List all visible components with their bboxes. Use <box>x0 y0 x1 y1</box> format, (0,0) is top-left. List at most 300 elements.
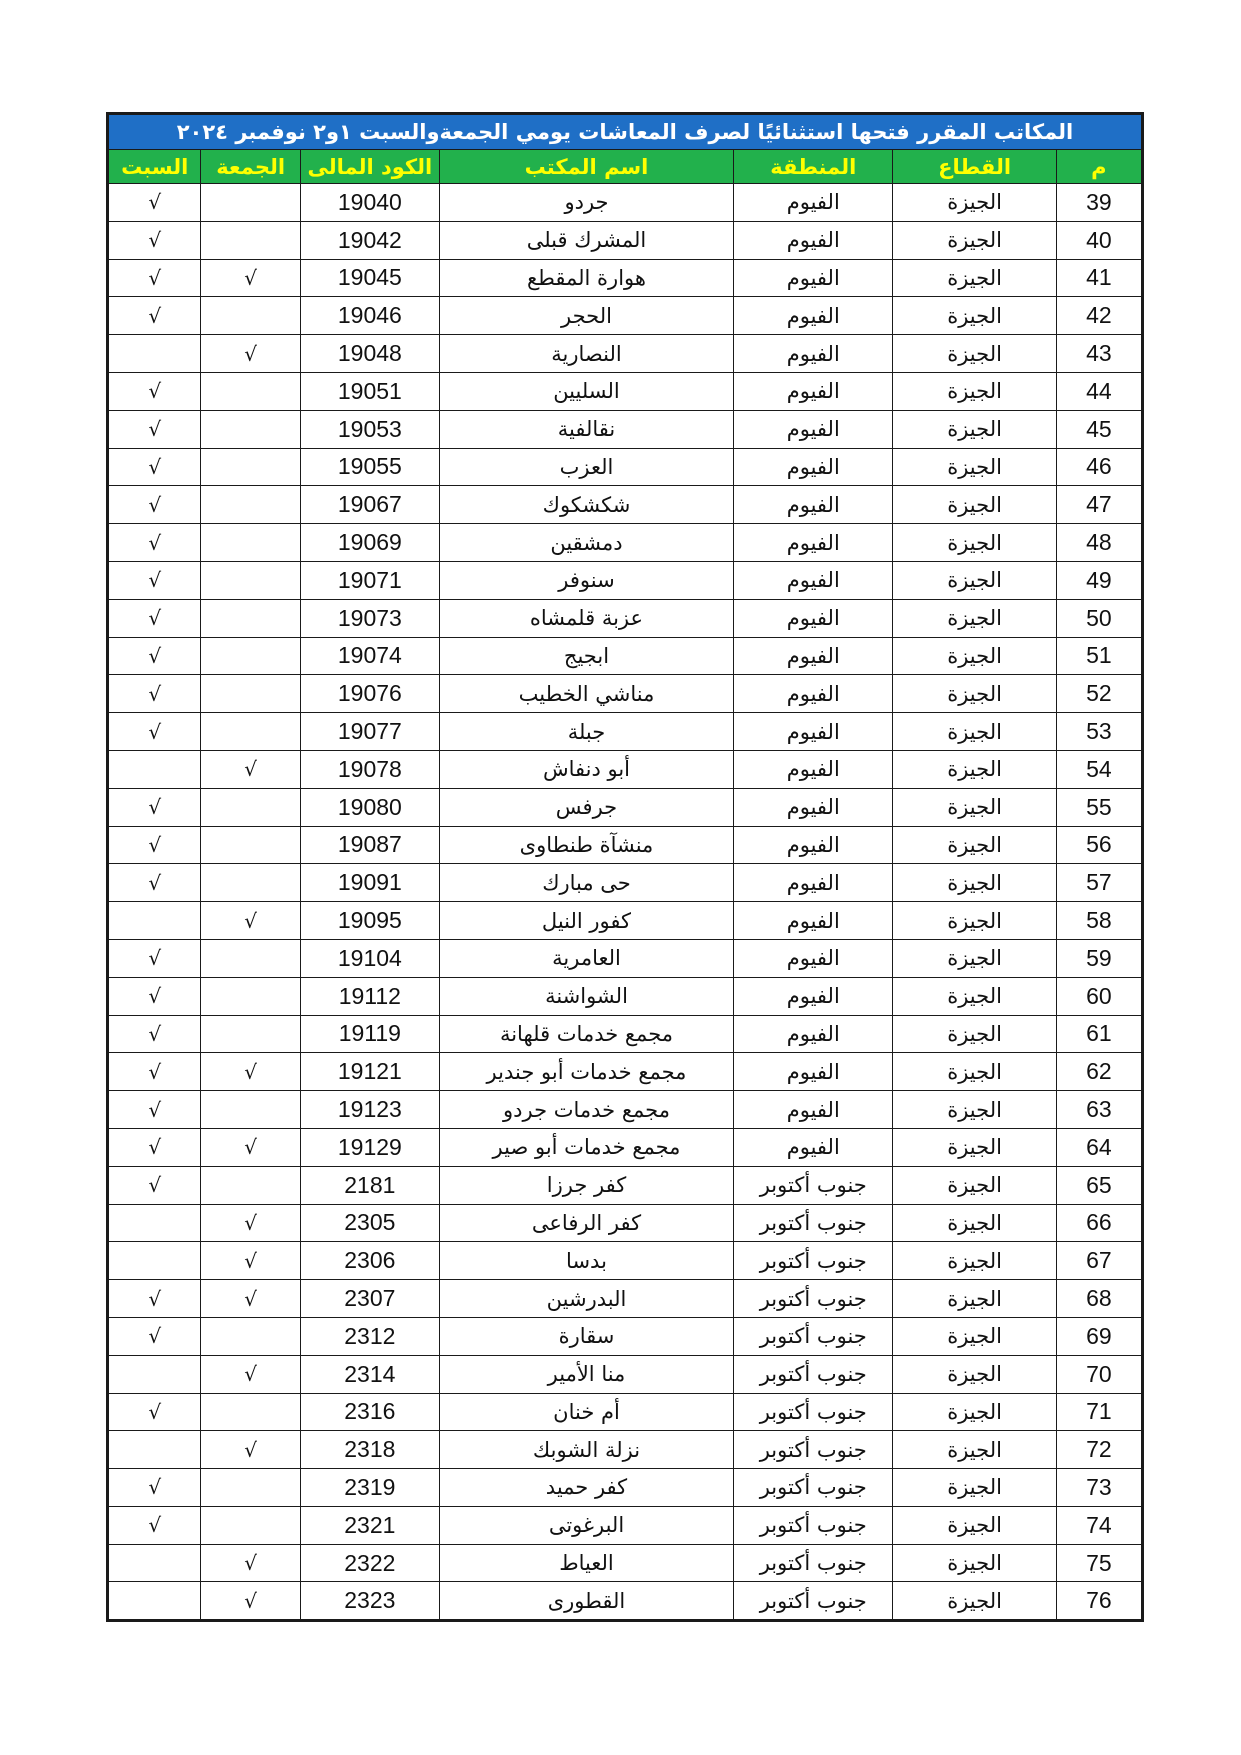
office-name-cell: مجمع خدمات أبو صير <box>439 1128 733 1166</box>
office-name-cell: البرغوتى <box>439 1506 733 1544</box>
row-number: 41 <box>1056 259 1142 297</box>
financial-code-cell: 2305 <box>300 1204 439 1242</box>
friday-check-cell <box>201 713 300 751</box>
region-cell: جنوب أكتوبر <box>734 1544 893 1582</box>
financial-code-cell: 19077 <box>300 713 439 751</box>
region-cell: الفيوم <box>734 788 893 826</box>
friday-check-cell: √ <box>201 1128 300 1166</box>
sector-cell: الجيزة <box>893 1582 1056 1621</box>
table-row <box>108 713 1143 751</box>
saturday-check-cell: √ <box>108 713 201 751</box>
row-number: 65 <box>1056 1166 1142 1204</box>
financial-code-cell: 19076 <box>300 675 439 713</box>
office-name-cell: البدرشين <box>439 1280 733 1318</box>
row-number: 71 <box>1056 1393 1142 1431</box>
row-number: 70 <box>1056 1355 1142 1393</box>
friday-check-cell <box>201 599 300 637</box>
saturday-check-cell: √ <box>108 599 201 637</box>
saturday-check-cell: √ <box>108 221 201 259</box>
friday-check-cell: √ <box>201 335 300 373</box>
row-number: 47 <box>1056 486 1142 524</box>
sector-cell: الجيزة <box>893 713 1056 751</box>
friday-check-cell <box>201 221 300 259</box>
saturday-check-cell <box>108 335 201 373</box>
region-cell: الفيوم <box>734 675 893 713</box>
office-name-cell: كفر الرفاعى <box>439 1204 733 1242</box>
region-cell: جنوب أكتوبر <box>734 1469 893 1507</box>
region-cell: الفيوم <box>734 372 893 410</box>
friday-check-cell: √ <box>201 1204 300 1242</box>
financial-code-cell: 2322 <box>300 1544 439 1582</box>
office-name-cell: العامرية <box>439 939 733 977</box>
table-row <box>108 1317 1143 1355</box>
saturday-check-cell: √ <box>108 372 201 410</box>
sector-cell: الجيزة <box>893 788 1056 826</box>
region-cell: الفيوم <box>734 410 893 448</box>
office-name-cell: السليين <box>439 372 733 410</box>
sector-cell: الجيزة <box>893 372 1056 410</box>
financial-code-cell: 2316 <box>300 1393 439 1431</box>
friday-check-cell <box>201 1393 300 1431</box>
financial-code-cell: 2323 <box>300 1582 439 1621</box>
saturday-check-cell: √ <box>108 939 201 977</box>
table-row <box>108 1091 1143 1129</box>
table-row <box>108 750 1143 788</box>
office-name-cell: الحجر <box>439 297 733 335</box>
row-number: 52 <box>1056 675 1142 713</box>
friday-check-cell <box>201 297 300 335</box>
financial-code-cell: 19078 <box>300 750 439 788</box>
row-number: 60 <box>1056 977 1142 1015</box>
row-number: 59 <box>1056 939 1142 977</box>
friday-check-cell: √ <box>201 750 300 788</box>
financial-code-cell: 19091 <box>300 864 439 902</box>
financial-code-cell: 19055 <box>300 448 439 486</box>
region-cell: الفيوم <box>734 939 893 977</box>
row-number: 54 <box>1056 750 1142 788</box>
region-cell: جنوب أكتوبر <box>734 1582 893 1621</box>
table-row <box>108 561 1143 599</box>
sector-cell: الجيزة <box>893 1431 1056 1469</box>
office-name-cell: كفر جرزا <box>439 1166 733 1204</box>
table-title: المكاتب المقرر فتحها استثنائيًا لصرف المعاشات يومي الجمعةوالسبت ١و٢ نوفمبر ٢٠٢٤ <box>108 114 1143 150</box>
sector-cell: الجيزة <box>893 297 1056 335</box>
saturday-check-cell <box>108 1242 201 1280</box>
financial-code-cell: 19046 <box>300 297 439 335</box>
table-row <box>108 410 1143 448</box>
office-name-cell: عزبة قلمشاه <box>439 599 733 637</box>
table-row <box>108 1582 1143 1621</box>
financial-code-cell: 19042 <box>300 221 439 259</box>
financial-code-cell: 2181 <box>300 1166 439 1204</box>
financial-code-cell: 19053 <box>300 410 439 448</box>
sector-cell: الجيزة <box>893 335 1056 373</box>
sector-cell: الجيزة <box>893 1317 1056 1355</box>
office-name-cell: سنوفر <box>439 561 733 599</box>
row-number: 76 <box>1056 1582 1142 1621</box>
saturday-check-cell: √ <box>108 524 201 562</box>
row-number: 58 <box>1056 902 1142 940</box>
row-number: 75 <box>1056 1544 1142 1582</box>
friday-check-cell <box>201 1469 300 1507</box>
table-row <box>108 297 1143 335</box>
sector-cell: الجيزة <box>893 1015 1056 1053</box>
friday-check-cell: √ <box>201 1582 300 1621</box>
saturday-check-cell: √ <box>108 1506 201 1544</box>
office-name-cell: الشواشنة <box>439 977 733 1015</box>
table-row <box>108 1506 1143 1544</box>
saturday-check-cell: √ <box>108 1128 201 1166</box>
saturday-check-cell <box>108 902 201 940</box>
sector-cell: الجيزة <box>893 259 1056 297</box>
sector-cell: الجيزة <box>893 902 1056 940</box>
saturday-check-cell: √ <box>108 788 201 826</box>
region-cell: الفيوم <box>734 335 893 373</box>
financial-code-cell: 19112 <box>300 977 439 1015</box>
financial-code-cell: 2306 <box>300 1242 439 1280</box>
financial-code-cell: 2318 <box>300 1431 439 1469</box>
table-row <box>108 939 1143 977</box>
office-name-cell: منا الأمير <box>439 1355 733 1393</box>
office-name-cell: نقالفية <box>439 410 733 448</box>
office-name-cell: النصارية <box>439 335 733 373</box>
friday-check-cell: √ <box>201 1280 300 1318</box>
friday-check-cell <box>201 788 300 826</box>
row-number: 46 <box>1056 448 1142 486</box>
sector-cell: الجيزة <box>893 1469 1056 1507</box>
region-cell: الفيوم <box>734 1015 893 1053</box>
friday-check-cell: √ <box>201 1431 300 1469</box>
financial-code-cell: 19129 <box>300 1128 439 1166</box>
table-row <box>108 977 1143 1015</box>
saturday-check-cell <box>108 1431 201 1469</box>
financial-code-cell: 19048 <box>300 335 439 373</box>
sector-cell: الجيزة <box>893 486 1056 524</box>
region-cell: الفيوم <box>734 599 893 637</box>
sector-cell: الجيزة <box>893 1204 1056 1242</box>
sector-cell: الجيزة <box>893 448 1056 486</box>
friday-check-cell <box>201 561 300 599</box>
financial-code-cell: 19123 <box>300 1091 439 1129</box>
financial-code-cell: 2314 <box>300 1355 439 1393</box>
friday-check-cell <box>201 486 300 524</box>
row-number: 61 <box>1056 1015 1142 1053</box>
office-name-cell: العياط <box>439 1544 733 1582</box>
saturday-check-cell: √ <box>108 1393 201 1431</box>
region-cell: جنوب أكتوبر <box>734 1506 893 1544</box>
saturday-check-cell: √ <box>108 1317 201 1355</box>
sector-cell: الجيزة <box>893 524 1056 562</box>
friday-check-cell <box>201 1091 300 1129</box>
table-row <box>108 788 1143 826</box>
table-row <box>108 1166 1143 1204</box>
friday-check-cell <box>201 410 300 448</box>
friday-check-cell <box>201 864 300 902</box>
header-region: المنطقة <box>734 150 893 184</box>
office-name-cell: العزب <box>439 448 733 486</box>
saturday-check-cell: √ <box>108 1469 201 1507</box>
sector-cell: الجيزة <box>893 826 1056 864</box>
sector-cell: الجيزة <box>893 1166 1056 1204</box>
office-name-cell: حى مبارك <box>439 864 733 902</box>
saturday-check-cell: √ <box>108 826 201 864</box>
financial-code-cell: 19067 <box>300 486 439 524</box>
row-number: 73 <box>1056 1469 1142 1507</box>
saturday-check-cell: √ <box>108 1053 201 1091</box>
table-row <box>108 184 1143 222</box>
region-cell: الفيوم <box>734 826 893 864</box>
sector-cell: الجيزة <box>893 221 1056 259</box>
row-number: 74 <box>1056 1506 1142 1544</box>
row-number: 44 <box>1056 372 1142 410</box>
sector-cell: الجيزة <box>893 1053 1056 1091</box>
table-row <box>108 864 1143 902</box>
office-name-cell: بدسا <box>439 1242 733 1280</box>
region-cell: الفيوم <box>734 864 893 902</box>
sector-cell: الجيزة <box>893 599 1056 637</box>
region-cell: جنوب أكتوبر <box>734 1166 893 1204</box>
office-name-cell: مناشي الخطيب <box>439 675 733 713</box>
row-number: 53 <box>1056 713 1142 751</box>
table-row <box>108 1204 1143 1242</box>
sector-cell: الجيزة <box>893 1091 1056 1129</box>
region-cell: جنوب أكتوبر <box>734 1355 893 1393</box>
row-number: 66 <box>1056 1204 1142 1242</box>
table-row <box>108 675 1143 713</box>
sector-cell: الجيزة <box>893 1128 1056 1166</box>
row-number: 49 <box>1056 561 1142 599</box>
friday-check-cell: √ <box>201 902 300 940</box>
saturday-check-cell <box>108 1355 201 1393</box>
row-number: 67 <box>1056 1242 1142 1280</box>
table-row <box>108 335 1143 373</box>
saturday-check-cell <box>108 1204 201 1242</box>
sector-cell: الجيزة <box>893 977 1056 1015</box>
saturday-check-cell: √ <box>108 1091 201 1129</box>
row-number: 55 <box>1056 788 1142 826</box>
table-row <box>108 1128 1143 1166</box>
document-page <box>106 112 1144 1622</box>
region-cell: الفيوم <box>734 297 893 335</box>
friday-check-cell: √ <box>201 259 300 297</box>
financial-code-cell: 19104 <box>300 939 439 977</box>
office-name-cell: مجمع خدمات قلهانة <box>439 1015 733 1053</box>
table-row <box>108 1053 1143 1091</box>
region-cell: الفيوم <box>734 561 893 599</box>
row-number: 63 <box>1056 1091 1142 1129</box>
friday-check-cell <box>201 184 300 222</box>
financial-code-cell: 2312 <box>300 1317 439 1355</box>
sector-cell: الجيزة <box>893 675 1056 713</box>
friday-check-cell: √ <box>201 1355 300 1393</box>
saturday-check-cell: √ <box>108 637 201 675</box>
friday-check-cell <box>201 448 300 486</box>
row-number: 48 <box>1056 524 1142 562</box>
region-cell: الفيوم <box>734 486 893 524</box>
offices-table <box>106 112 1144 1622</box>
sector-cell: الجيزة <box>893 1393 1056 1431</box>
financial-code-cell: 19040 <box>300 184 439 222</box>
header-num: م <box>1056 150 1142 184</box>
table-row <box>108 221 1143 259</box>
sector-cell: الجيزة <box>893 864 1056 902</box>
friday-check-cell <box>201 1166 300 1204</box>
header-friday: الجمعة <box>201 150 300 184</box>
table-row <box>108 1431 1143 1469</box>
table-row <box>108 1355 1143 1393</box>
row-number: 69 <box>1056 1317 1142 1355</box>
saturday-check-cell: √ <box>108 864 201 902</box>
table-row <box>108 1544 1143 1582</box>
row-number: 50 <box>1056 599 1142 637</box>
saturday-check-cell: √ <box>108 1166 201 1204</box>
region-cell: الفيوم <box>734 750 893 788</box>
saturday-check-cell: √ <box>108 1280 201 1318</box>
friday-check-cell <box>201 372 300 410</box>
financial-code-cell: 2307 <box>300 1280 439 1318</box>
office-name-cell: مجمع خدمات أبو جندير <box>439 1053 733 1091</box>
office-name-cell: جردو <box>439 184 733 222</box>
table-row <box>108 1469 1143 1507</box>
financial-code-cell: 19069 <box>300 524 439 562</box>
friday-check-cell: √ <box>201 1544 300 1582</box>
office-name-cell: كفور النيل <box>439 902 733 940</box>
region-cell: الفيوم <box>734 524 893 562</box>
office-name-cell: مجمع خدمات جردو <box>439 1091 733 1129</box>
row-number: 57 <box>1056 864 1142 902</box>
financial-code-cell: 19074 <box>300 637 439 675</box>
row-number: 72 <box>1056 1431 1142 1469</box>
office-name-cell: شكشكوك <box>439 486 733 524</box>
table-body <box>108 184 1143 1621</box>
title-row <box>108 114 1143 150</box>
region-cell: جنوب أكتوبر <box>734 1242 893 1280</box>
row-number: 56 <box>1056 826 1142 864</box>
financial-code-cell: 19087 <box>300 826 439 864</box>
table-row <box>108 1015 1143 1053</box>
header-saturday: السبت <box>108 150 201 184</box>
table-row <box>108 448 1143 486</box>
row-number: 45 <box>1056 410 1142 448</box>
row-number: 51 <box>1056 637 1142 675</box>
header-office-name: اسم المكتب <box>439 150 733 184</box>
friday-check-cell <box>201 939 300 977</box>
sector-cell: الجيزة <box>893 561 1056 599</box>
saturday-check-cell: √ <box>108 977 201 1015</box>
sector-cell: الجيزة <box>893 410 1056 448</box>
saturday-check-cell: √ <box>108 259 201 297</box>
row-number: 39 <box>1056 184 1142 222</box>
friday-check-cell <box>201 675 300 713</box>
office-name-cell: سقارة <box>439 1317 733 1355</box>
saturday-check-cell: √ <box>108 1015 201 1053</box>
office-name-cell: المشرك قبلى <box>439 221 733 259</box>
row-number: 43 <box>1056 335 1142 373</box>
region-cell: الفيوم <box>734 1091 893 1129</box>
region-cell: جنوب أكتوبر <box>734 1317 893 1355</box>
region-cell: الفيوم <box>734 1128 893 1166</box>
region-cell: الفيوم <box>734 713 893 751</box>
row-number: 42 <box>1056 297 1142 335</box>
saturday-check-cell <box>108 1582 201 1621</box>
region-cell: جنوب أكتوبر <box>734 1393 893 1431</box>
sector-cell: الجيزة <box>893 1242 1056 1280</box>
financial-code-cell: 19045 <box>300 259 439 297</box>
region-cell: الفيوم <box>734 259 893 297</box>
friday-check-cell <box>201 977 300 1015</box>
region-cell: جنوب أكتوبر <box>734 1280 893 1318</box>
sector-cell: الجيزة <box>893 1544 1056 1582</box>
friday-check-cell <box>201 1317 300 1355</box>
table-row <box>108 259 1143 297</box>
financial-code-cell: 19119 <box>300 1015 439 1053</box>
table-row <box>108 486 1143 524</box>
saturday-check-cell: √ <box>108 561 201 599</box>
saturday-check-cell: √ <box>108 297 201 335</box>
office-name-cell: كفر حميد <box>439 1469 733 1507</box>
sector-cell: الجيزة <box>893 939 1056 977</box>
table-row <box>108 826 1143 864</box>
sector-cell: الجيزة <box>893 1280 1056 1318</box>
region-cell: الفيوم <box>734 448 893 486</box>
saturday-check-cell: √ <box>108 410 201 448</box>
region-cell: جنوب أكتوبر <box>734 1204 893 1242</box>
friday-check-cell <box>201 1015 300 1053</box>
sector-cell: الجيزة <box>893 1355 1056 1393</box>
office-name-cell: دمشقين <box>439 524 733 562</box>
table-row <box>108 902 1143 940</box>
financial-code-cell: 19121 <box>300 1053 439 1091</box>
sector-cell: الجيزة <box>893 750 1056 788</box>
table-row <box>108 637 1143 675</box>
region-cell: الفيوم <box>734 902 893 940</box>
financial-code-cell: 19095 <box>300 902 439 940</box>
office-name-cell: نزلة الشوبك <box>439 1431 733 1469</box>
table-row <box>108 1393 1143 1431</box>
saturday-check-cell: √ <box>108 184 201 222</box>
region-cell: الفيوم <box>734 184 893 222</box>
office-name-cell: أم خنان <box>439 1393 733 1431</box>
saturday-check-cell <box>108 1544 201 1582</box>
office-name-cell: جبلة <box>439 713 733 751</box>
office-name-cell: أبو دنفاش <box>439 750 733 788</box>
saturday-check-cell: √ <box>108 448 201 486</box>
row-number: 68 <box>1056 1280 1142 1318</box>
table-row <box>108 524 1143 562</box>
saturday-check-cell <box>108 750 201 788</box>
row-number: 40 <box>1056 221 1142 259</box>
financial-code-cell: 19080 <box>300 788 439 826</box>
office-name-cell: هوارة المقطع <box>439 259 733 297</box>
sector-cell: الجيزة <box>893 1506 1056 1544</box>
financial-code-cell: 2321 <box>300 1506 439 1544</box>
region-cell: الفيوم <box>734 637 893 675</box>
table-row <box>108 1280 1143 1318</box>
saturday-check-cell: √ <box>108 675 201 713</box>
friday-check-cell: √ <box>201 1053 300 1091</box>
region-cell: الفيوم <box>734 221 893 259</box>
region-cell: الفيوم <box>734 977 893 1015</box>
row-number: 64 <box>1056 1128 1142 1166</box>
office-name-cell: القطورى <box>439 1582 733 1621</box>
financial-code-cell: 19073 <box>300 599 439 637</box>
saturday-check-cell: √ <box>108 486 201 524</box>
financial-code-cell: 19071 <box>300 561 439 599</box>
financial-code-cell: 19051 <box>300 372 439 410</box>
office-name-cell: ابجيج <box>439 637 733 675</box>
header-financial-code: الكود المالى <box>300 150 439 184</box>
region-cell: جنوب أكتوبر <box>734 1431 893 1469</box>
